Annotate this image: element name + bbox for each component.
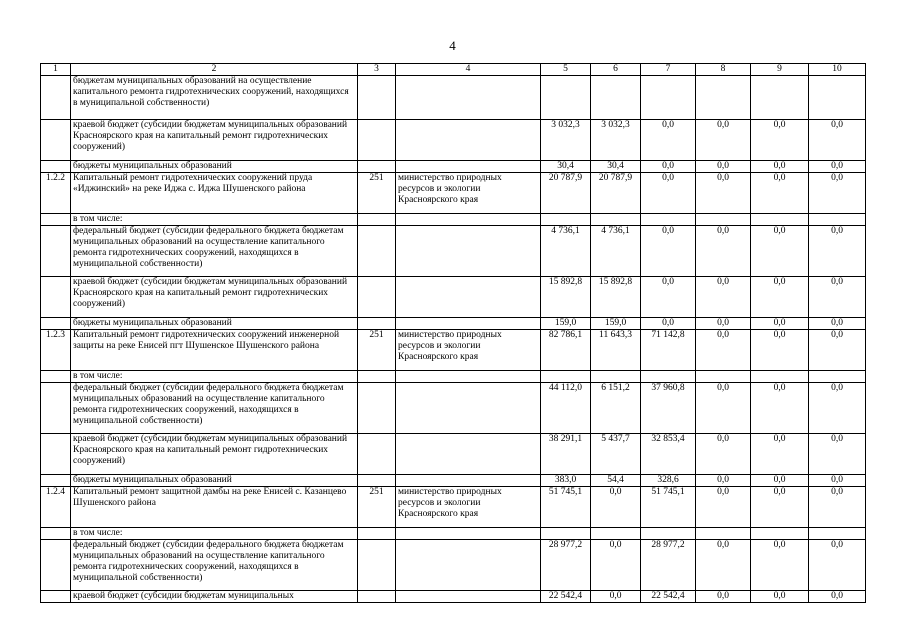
table-cell-c1: [41, 383, 71, 434]
table-cell-c4: [396, 371, 541, 383]
table-cell-c2: Капитальный ремонт гидротехнических сооружений пруда «Иджинский» на реке Иджа с. Иджа Шушенского района: [71, 173, 358, 214]
table-cell-c7: 0,0: [641, 277, 696, 318]
table-cell-c6: 159,0: [591, 318, 641, 330]
column-header: 2: [71, 64, 358, 76]
table-row: [41, 540, 866, 591]
table-cell-c6: 3 032,3: [591, 120, 641, 161]
table-cell-c5: 51 745,1: [541, 487, 591, 528]
table-cell-c10: 0,0: [809, 591, 866, 603]
table-row: [41, 487, 866, 528]
column-header: 8: [696, 64, 751, 76]
table-cell-c7: 0,0: [641, 318, 696, 330]
table-row: [41, 383, 866, 434]
column-header: 1: [41, 64, 71, 76]
table-cell-c6: 4 736,1: [591, 226, 641, 277]
table-cell-c6: 54,4: [591, 475, 641, 487]
table-cell-c2: Капитальный ремонт гидротехнических сооружений инженерной защиты на реке Енисей пгт Шушенское Шушенского района: [71, 330, 358, 371]
table-cell-c8: [696, 214, 751, 226]
table-cell-c8: 0,0: [696, 226, 751, 277]
table-cell-c9: 0,0: [751, 540, 809, 591]
table-cell-c2: в том числе:: [71, 371, 358, 383]
table-cell-c3: [358, 475, 396, 487]
table-cell-c10: 0,0: [809, 434, 866, 475]
table-cell-c2: краевой бюджет (субсидии бюджетам муниципальных образований Красноярского края на капитальный ремонт гидротехнических сооружений): [71, 434, 358, 475]
table-cell-c5: 82 786,1: [541, 330, 591, 371]
table-row: [41, 330, 866, 371]
table-cell-c4: министерство природных ресурсов и экологии Красноярского края: [396, 173, 541, 214]
table-cell-c2: бюджеты муниципальных образований: [71, 161, 358, 173]
table-cell-c3: 251: [358, 330, 396, 371]
table-cell-c9: 0,0: [751, 487, 809, 528]
table-cell-c9: [751, 214, 809, 226]
table-cell-c7: [641, 76, 696, 120]
table-cell-c8: [696, 528, 751, 540]
table-cell-c8: 0,0: [696, 487, 751, 528]
table-cell-c1: [41, 475, 71, 487]
table-cell-c3: [358, 76, 396, 120]
page-number: 4: [449, 38, 456, 53]
table-cell-c4: министерство природных ресурсов и экологии Красноярского края: [396, 330, 541, 371]
table-cell-c6: [591, 371, 641, 383]
table-cell-c1: [41, 120, 71, 161]
table-cell-c1: [41, 318, 71, 330]
table-cell-c7: 0,0: [641, 173, 696, 214]
table-cell-c7: 51 745,1: [641, 487, 696, 528]
table-cell-c6: 5 437,7: [591, 434, 641, 475]
table-cell-c5: 28 977,2: [541, 540, 591, 591]
table-cell-c10: [809, 371, 866, 383]
table-cell-c5: 44 112,0: [541, 383, 591, 434]
table-cell-c10: 0,0: [809, 277, 866, 318]
table-cell-c7: 0,0: [641, 161, 696, 173]
table-row: [41, 371, 866, 383]
table-cell-c4: [396, 120, 541, 161]
table-cell-c10: [809, 214, 866, 226]
table-cell-c2: бюджеты муниципальных образований: [71, 475, 358, 487]
table-row: [41, 214, 866, 226]
table-cell-c5: [541, 528, 591, 540]
table-cell-c7: 71 142,8: [641, 330, 696, 371]
table-cell-c9: 0,0: [751, 475, 809, 487]
table-cell-c2: краевой бюджет (субсидии бюджетам муниципальных: [71, 591, 358, 603]
table-cell-c7: [641, 528, 696, 540]
table-cell-c4: [396, 383, 541, 434]
table-cell-c10: 0,0: [809, 120, 866, 161]
table-cell-c4: [396, 76, 541, 120]
table-cell-c3: [358, 226, 396, 277]
column-header: 4: [396, 64, 541, 76]
table-cell-c9: [751, 76, 809, 120]
table-cell-c10: 0,0: [809, 226, 866, 277]
table-cell-c8: [696, 371, 751, 383]
table-cell-c1: [41, 277, 71, 318]
table-cell-c9: 0,0: [751, 591, 809, 603]
table-row: [41, 76, 866, 120]
table-cell-c4: [396, 528, 541, 540]
table-row: [41, 434, 866, 475]
table-cell-c5: [541, 214, 591, 226]
table-cell-c7: 37 960,8: [641, 383, 696, 434]
column-header: 7: [641, 64, 696, 76]
table-cell-c8: 0,0: [696, 475, 751, 487]
table-cell-c9: 0,0: [751, 120, 809, 161]
table-cell-c3: [358, 540, 396, 591]
table-cell-c4: [396, 161, 541, 173]
table-cell-c4: [396, 226, 541, 277]
table-cell-c4: [396, 475, 541, 487]
table-cell-c2: Капитальный ремонт защитной дамбы на реке Енисей с. Казанцево Шушенского района: [71, 487, 358, 528]
table-cell-c1: [41, 226, 71, 277]
table-cell-c2: в том числе:: [71, 528, 358, 540]
table-cell-c3: 251: [358, 173, 396, 214]
table-cell-c8: 0,0: [696, 120, 751, 161]
table-cell-c4: министерство природных ресурсов и экологии Красноярского края: [396, 487, 541, 528]
table-cell-c7: 28 977,2: [641, 540, 696, 591]
table-cell-c6: 15 892,8: [591, 277, 641, 318]
table-cell-c9: [751, 371, 809, 383]
table-cell-c6: 11 643,3: [591, 330, 641, 371]
table-cell-c3: [358, 318, 396, 330]
table-cell-c10: 0,0: [809, 330, 866, 371]
table-cell-c4: [396, 318, 541, 330]
table-cell-c8: 0,0: [696, 318, 751, 330]
table-cell-c8: 0,0: [696, 161, 751, 173]
table-cell-c6: [591, 214, 641, 226]
budget-table: [40, 63, 866, 603]
table-cell-c10: [809, 528, 866, 540]
table-cell-c5: 30,4: [541, 161, 591, 173]
table-cell-c6: 0,0: [591, 591, 641, 603]
table-row: [41, 277, 866, 318]
table-cell-c7: 32 853,4: [641, 434, 696, 475]
table-cell-c6: 0,0: [591, 540, 641, 591]
table-cell-c2: бюджетам муниципальных образований на осуществление капитального ремонта гидротехнических сооружений, находящихся в муниципальной собственности): [71, 76, 358, 120]
table-row: [41, 475, 866, 487]
table-cell-c1: [41, 371, 71, 383]
table-cell-c10: 0,0: [809, 161, 866, 173]
table-cell-c5: 20 787,9: [541, 173, 591, 214]
table-row: [41, 120, 866, 161]
table-cell-c9: 0,0: [751, 434, 809, 475]
table-cell-c9: 0,0: [751, 330, 809, 371]
table-cell-c2: федеральный бюджет (субсидии федерального бюджета бюджетам муниципальных образований на осуществление капитального ремонта гидротехнических сооружений, находящихся в муниципальной собственности): [71, 226, 358, 277]
table-cell-c9: 0,0: [751, 277, 809, 318]
table-cell-c10: 0,0: [809, 475, 866, 487]
table-cell-c6: 30,4: [591, 161, 641, 173]
table-cell-c8: 0,0: [696, 540, 751, 591]
table-cell-c7: [641, 371, 696, 383]
table-cell-c5: 4 736,1: [541, 226, 591, 277]
table-row: [41, 161, 866, 173]
table-cell-c7: 0,0: [641, 226, 696, 277]
table-cell-c4: [396, 277, 541, 318]
table-cell-c4: [396, 591, 541, 603]
table-cell-c1: [41, 540, 71, 591]
table-cell-c9: [751, 528, 809, 540]
table-cell-c1: [41, 591, 71, 603]
table-cell-c8: 0,0: [696, 277, 751, 318]
table-cell-c2: федеральный бюджет (субсидии федерального бюджета бюджетам муниципальных образований на осуществление капитального ремонта гидротехнических сооружений, находящихся в муниципальной собственности): [71, 383, 358, 434]
table-cell-c3: [358, 371, 396, 383]
table-cell-c3: [358, 383, 396, 434]
table-cell-c5: [541, 76, 591, 120]
table-cell-c1: [41, 161, 71, 173]
table-cell-c8: 0,0: [696, 330, 751, 371]
table-cell-c10: 0,0: [809, 318, 866, 330]
table-row: [41, 173, 866, 214]
table-cell-c7: 22 542,4: [641, 591, 696, 603]
table-cell-c6: [591, 528, 641, 540]
table-cell-c5: 15 892,8: [541, 277, 591, 318]
table-cell-c6: 20 787,9: [591, 173, 641, 214]
table-cell-c1: [41, 76, 71, 120]
table-row: [41, 528, 866, 540]
table-cell-c10: 0,0: [809, 383, 866, 434]
table-cell-c1: [41, 434, 71, 475]
table-cell-c9: 0,0: [751, 161, 809, 173]
table-cell-c3: [358, 528, 396, 540]
table-cell-c5: 159,0: [541, 318, 591, 330]
table-cell-c3: [358, 120, 396, 161]
table-cell-c2: краевой бюджет (субсидии бюджетам муниципальных образований Красноярского края на капитальный ремонт гидротехнических сооружений): [71, 120, 358, 161]
table-cell-c8: 0,0: [696, 434, 751, 475]
header-row: [41, 64, 866, 76]
table-cell-c2: федеральный бюджет (субсидии федерального бюджета бюджетам муниципальных образований на осуществление капитального ремонта гидротехнических сооружений, находящихся в муниципальной собственности): [71, 540, 358, 591]
table-cell-c2: бюджеты муниципальных образований: [71, 318, 358, 330]
table-cell-c6: [591, 76, 641, 120]
table-cell-c3: 251: [358, 487, 396, 528]
table-cell-c7: [641, 214, 696, 226]
table-cell-c3: [358, 161, 396, 173]
table-cell-c8: 0,0: [696, 591, 751, 603]
table-cell-c7: 328,6: [641, 475, 696, 487]
table-cell-c1: 1.2.4: [41, 487, 71, 528]
column-header: 5: [541, 64, 591, 76]
table-cell-c8: 0,0: [696, 383, 751, 434]
table-cell-c5: 38 291,1: [541, 434, 591, 475]
table-cell-c5: 22 542,4: [541, 591, 591, 603]
table-cell-c5: [541, 371, 591, 383]
table-cell-c1: [41, 214, 71, 226]
table-cell-c3: [358, 277, 396, 318]
table-cell-c10: 0,0: [809, 487, 866, 528]
table-cell-c3: [358, 214, 396, 226]
table-cell-c10: [809, 76, 866, 120]
table-cell-c1: 1.2.3: [41, 330, 71, 371]
table-cell-c2: в том числе:: [71, 214, 358, 226]
column-header: 6: [591, 64, 641, 76]
table-cell-c6: 0,0: [591, 487, 641, 528]
table-cell-c4: [396, 540, 541, 591]
table-row: [41, 591, 866, 603]
table-cell-c3: [358, 591, 396, 603]
table-row: [41, 318, 866, 330]
table-cell-c9: 0,0: [751, 318, 809, 330]
table-row: [41, 226, 866, 277]
table-cell-c9: 0,0: [751, 226, 809, 277]
column-header: 10: [809, 64, 866, 76]
table-cell-c2: краевой бюджет (субсидии бюджетам муниципальных образований Красноярского края на капитальный ремонт гидротехнических сооружений): [71, 277, 358, 318]
table-cell-c3: [358, 434, 396, 475]
table-cell-c8: 0,0: [696, 173, 751, 214]
table-cell-c4: [396, 214, 541, 226]
table-cell-c8: [696, 76, 751, 120]
table-cell-c7: 0,0: [641, 120, 696, 161]
table-cell-c10: 0,0: [809, 540, 866, 591]
table-cell-c5: 3 032,3: [541, 120, 591, 161]
table-cell-c9: 0,0: [751, 383, 809, 434]
table-cell-c1: 1.2.2: [41, 173, 71, 214]
table-cell-c1: [41, 528, 71, 540]
table-cell-c10: 0,0: [809, 173, 866, 214]
table-cell-c6: 6 151,2: [591, 383, 641, 434]
table-cell-c9: 0,0: [751, 173, 809, 214]
table-cell-c4: [396, 434, 541, 475]
column-header: 3: [358, 64, 396, 76]
table-cell-c5: 383,0: [541, 475, 591, 487]
column-header: 9: [751, 64, 809, 76]
